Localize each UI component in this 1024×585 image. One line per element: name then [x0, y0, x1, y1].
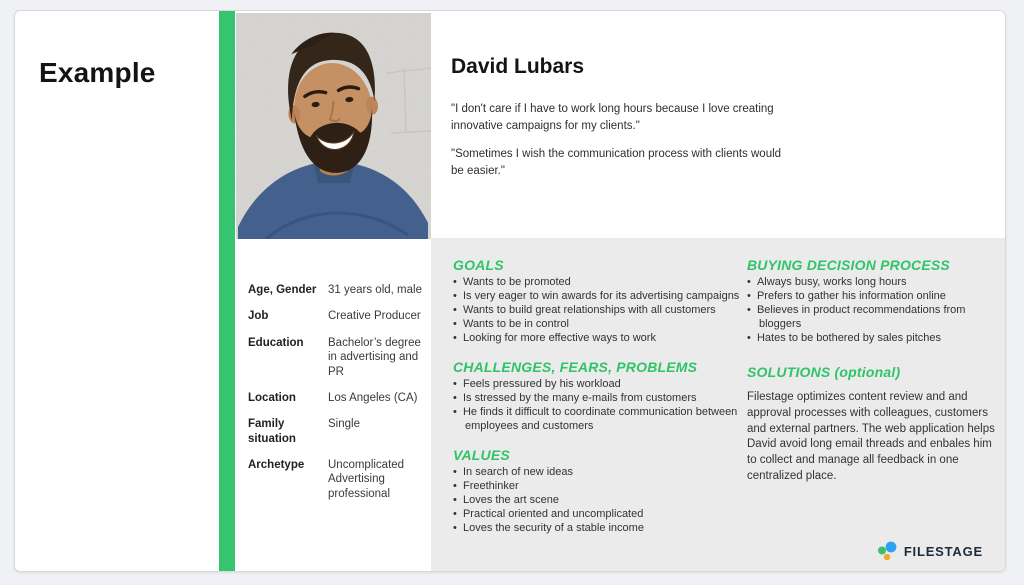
demo-label: Family situation [248, 418, 296, 445]
goal-item: • Looking for more effective ways to work [453, 332, 741, 346]
portrait-illustration [236, 13, 431, 239]
filestage-logo-icon [877, 541, 900, 561]
demo-row-location [248, 391, 424, 405]
demo-row-archetype [248, 458, 424, 501]
filestage-logo-text: FILESTAGE [903, 543, 983, 559]
section-challenges [453, 359, 741, 434]
persona-info-panel [431, 238, 1005, 571]
section-title-buying-decision: BUYING DECISION PROCESS [747, 257, 950, 273]
filestage-logo [877, 541, 983, 561]
buying-item: • Believes in product recommendations from bloggers [747, 304, 1003, 332]
challenge-item: • He finds it difficult to coordinate communication between employees and customers [453, 406, 741, 434]
demo-label: Education [248, 336, 304, 349]
goal-item: • Wants to be promoted [453, 276, 741, 290]
persona-quotes [451, 101, 789, 180]
demographics-list [248, 283, 424, 513]
demo-label: Age, Gender [248, 284, 317, 296]
persona-slide [14, 10, 1006, 572]
goals-list [453, 276, 741, 346]
info-column-right [747, 257, 1003, 498]
buying-decision-list [747, 276, 1003, 346]
demo-value: Creative Producer [328, 310, 421, 323]
section-values [453, 447, 741, 536]
quote-2: "Sometimes I wish the communication process with clients would be easier." [451, 148, 782, 178]
demo-value: Los Angeles (CA) [328, 391, 418, 404]
demo-row-job [248, 309, 424, 323]
persona-photo [236, 13, 431, 239]
solutions-paragraph: Filestage optimizes content review and and approval processes with colleagues, customers and external partners. The web application helps David avoid long email threads and enbales him to collect and manage all feedback in one centralized place. [747, 390, 995, 483]
goal-item: • Wants to build great relationships with all customers [453, 304, 741, 318]
section-solutions [747, 364, 1003, 485]
demo-row-age-gender [248, 283, 424, 297]
logo-dot-blue [885, 542, 896, 553]
value-item: • Practical oriented and uncomplicated [453, 508, 741, 522]
demo-row-education [248, 336, 424, 379]
goal-item: • Wants to be in control [453, 318, 741, 332]
section-title-goals: GOALS [453, 257, 504, 273]
persona-name: David Lubars [451, 55, 585, 78]
green-divider-bar [219, 11, 235, 571]
challenge-item: • Is stressed by the many e-mails from customers [453, 392, 741, 406]
demo-label: Job [248, 310, 269, 323]
demo-label: Location [248, 391, 296, 404]
challenge-item: • Feels pressured by his workload [453, 378, 741, 392]
demo-row-family-situation [248, 417, 424, 446]
section-goals [453, 257, 741, 346]
buying-item: • Prefers to gather his information online [747, 290, 1003, 304]
quote-1: "I don't care if I have to work long hours because I love creating innovative campaigns for my clients." [451, 103, 774, 132]
section-title-solutions: SOLUTIONS (optional) [747, 363, 901, 380]
slide-label: Example [39, 57, 156, 88]
value-item: • Freethinker [453, 480, 741, 494]
buying-item: • Hates to be bothered by sales pitches [747, 332, 1003, 346]
values-list [453, 466, 741, 536]
goal-item: • Is very eager to win awards for its advertising campaigns [453, 290, 741, 304]
value-item: • Loves the security of a stable income [453, 522, 741, 536]
challenges-list [453, 378, 741, 434]
value-item: • In search of new ideas [453, 466, 741, 480]
demo-label: Archetype [248, 459, 305, 471]
section-title-values: VALUES [453, 446, 510, 463]
demo-value: Single [328, 418, 360, 431]
value-item: • Loves the art scene [453, 494, 741, 508]
section-buying-decision [747, 257, 1003, 346]
section-title-challenges: CHALLENGES, FEARS, PROBLEMS [453, 358, 698, 375]
demo-value: 31 years old, male [328, 284, 422, 296]
info-column-left [453, 257, 741, 549]
logo-dot-green [878, 547, 886, 555]
buying-item: • Always busy, works long hours [747, 276, 1003, 290]
logo-dot-yellow [884, 554, 890, 560]
demo-value: Bachelor’s degree in advertising and PR [328, 336, 421, 378]
demo-value: Uncomplicated Advertising professional [328, 459, 405, 500]
